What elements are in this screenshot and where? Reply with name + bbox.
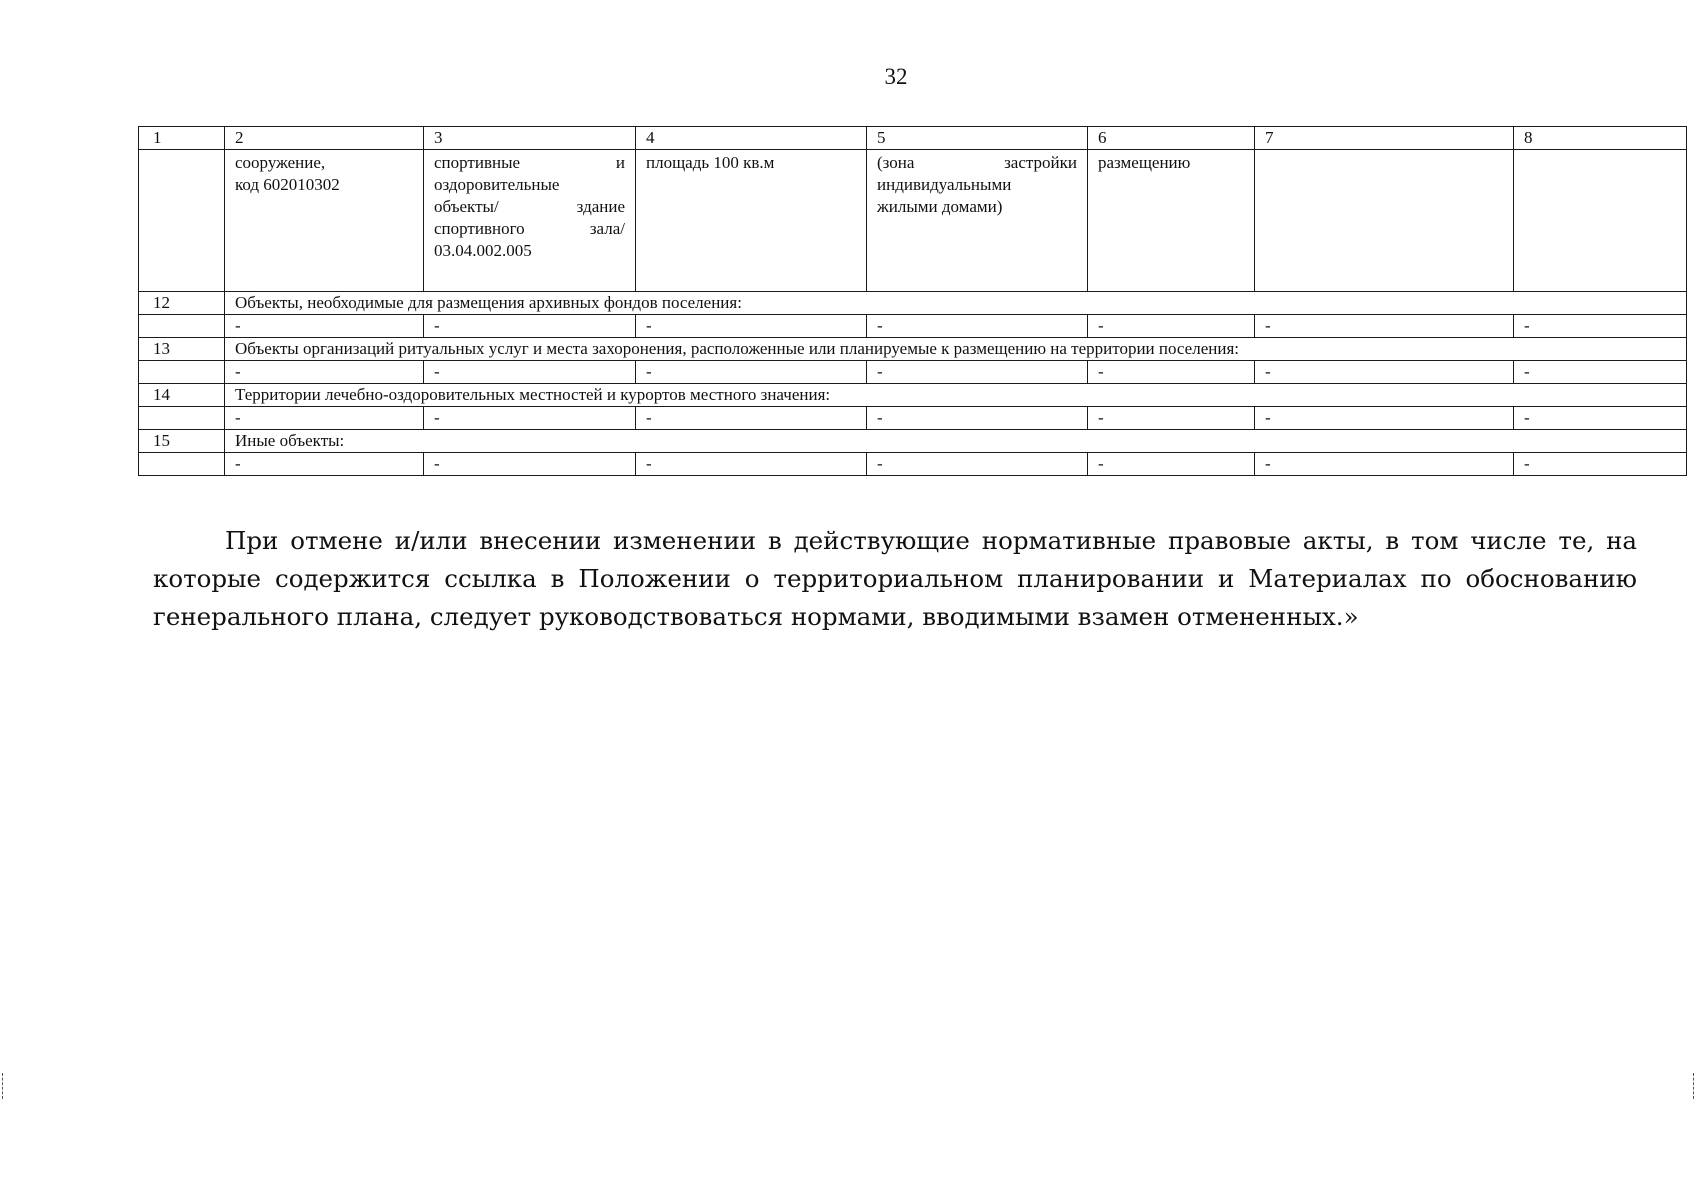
cell-line: жилыми домами): [877, 197, 1003, 216]
table-cell: [139, 361, 225, 384]
section-number: 14: [139, 384, 225, 407]
header-cell: 6: [1088, 127, 1255, 150]
header-cell: 2: [225, 127, 424, 150]
section-row-15: [139, 430, 1687, 453]
dash-cell: -: [1088, 315, 1255, 338]
dash-cell: -: [225, 361, 424, 384]
cell-line: оздоровительные: [434, 175, 560, 194]
dash-cell: -: [1255, 361, 1514, 384]
table-cell: [139, 407, 225, 430]
dash-cell: -: [424, 315, 636, 338]
table-row: [139, 361, 1687, 384]
section-row-12: [139, 292, 1687, 315]
dash-cell: -: [636, 315, 867, 338]
section-row-13: [139, 338, 1687, 361]
section-title: Объекты, необходимые для размещения архивных фондов поселения:: [225, 292, 1687, 315]
header-cell: 5: [867, 127, 1088, 150]
table-row: [139, 453, 1687, 476]
cell-line: (зона застройки: [877, 153, 1077, 172]
section-number: 13: [139, 338, 225, 361]
table-row: [139, 315, 1687, 338]
dash-cell: -: [1088, 453, 1255, 476]
object-status-cell: размещению: [1088, 150, 1255, 292]
object-type-cell: [225, 150, 424, 292]
dash-cell: -: [1514, 453, 1687, 476]
cell-line: спортивного зала/: [434, 219, 625, 238]
dash-cell: -: [1514, 407, 1687, 430]
table-cell: [139, 453, 225, 476]
page-number: 32: [884, 64, 908, 89]
table-cell: [1514, 150, 1687, 292]
header-cell: 3: [424, 127, 636, 150]
cell-line: спортивные и: [434, 153, 625, 172]
table-row: [139, 150, 1687, 292]
dash-cell: -: [1255, 407, 1514, 430]
header-cell: 7: [1255, 127, 1514, 150]
closing-paragraph: При отмене и/или внесении изменении в действующие нормативные правовые акты, в том числе те, на которые содержится ссылка в Положении о территориальном планировании и Материалах по обоснованию генерального плана, следует руководствоваться нормами, вводимыми взамен отмененных.»: [153, 526, 1637, 631]
section-number: 12: [139, 292, 225, 315]
dash-cell: -: [867, 407, 1088, 430]
table-cell: [139, 150, 225, 292]
margin-mark: [2, 1073, 6, 1099]
dash-cell: -: [225, 453, 424, 476]
cell-line: код 602010302: [235, 175, 340, 194]
dash-cell: -: [636, 453, 867, 476]
dash-cell: -: [225, 407, 424, 430]
dash-cell: -: [1088, 361, 1255, 384]
dash-cell: -: [1255, 315, 1514, 338]
dash-cell: -: [867, 453, 1088, 476]
cell-line: 03.04.002.005: [434, 241, 532, 260]
dash-cell: -: [1255, 453, 1514, 476]
section-number: 15: [139, 430, 225, 453]
table-cell: [139, 315, 225, 338]
dash-cell: -: [1514, 361, 1687, 384]
table-cell: [1255, 150, 1514, 292]
objects-table: [138, 126, 1687, 476]
object-purpose-cell: [424, 150, 636, 292]
dash-cell: -: [225, 315, 424, 338]
dash-cell: -: [424, 361, 636, 384]
margin-mark: [1693, 1073, 1697, 1099]
dash-cell: -: [867, 315, 1088, 338]
table-row: [139, 407, 1687, 430]
cell-line: объекты/ здание: [434, 197, 625, 216]
dash-cell: -: [867, 361, 1088, 384]
header-cell: 8: [1514, 127, 1687, 150]
header-cell: 4: [636, 127, 867, 150]
dash-cell: -: [636, 361, 867, 384]
section-title: Объекты организаций ритуальных услуг и места захоронения, расположенные или планируемые к размещению на территории поселения:: [225, 338, 1687, 361]
dash-cell: -: [636, 407, 867, 430]
dash-cell: -: [424, 407, 636, 430]
object-characteristics-cell: площадь 100 кв.м: [636, 150, 867, 292]
dash-cell: -: [424, 453, 636, 476]
section-title: Территории лечебно-оздоровительных местностей и курортов местного значения:: [225, 384, 1687, 407]
dash-cell: -: [1514, 315, 1687, 338]
section-row-14: [139, 384, 1687, 407]
dash-cell: -: [1088, 407, 1255, 430]
section-title: Иные объекты:: [225, 430, 1687, 453]
header-cell: 1: [139, 127, 225, 150]
object-zone-cell: [867, 150, 1088, 292]
cell-line: сооружение,: [235, 153, 326, 172]
cell-line: индивидуальными: [877, 175, 1012, 194]
table-header-row: [139, 127, 1687, 150]
